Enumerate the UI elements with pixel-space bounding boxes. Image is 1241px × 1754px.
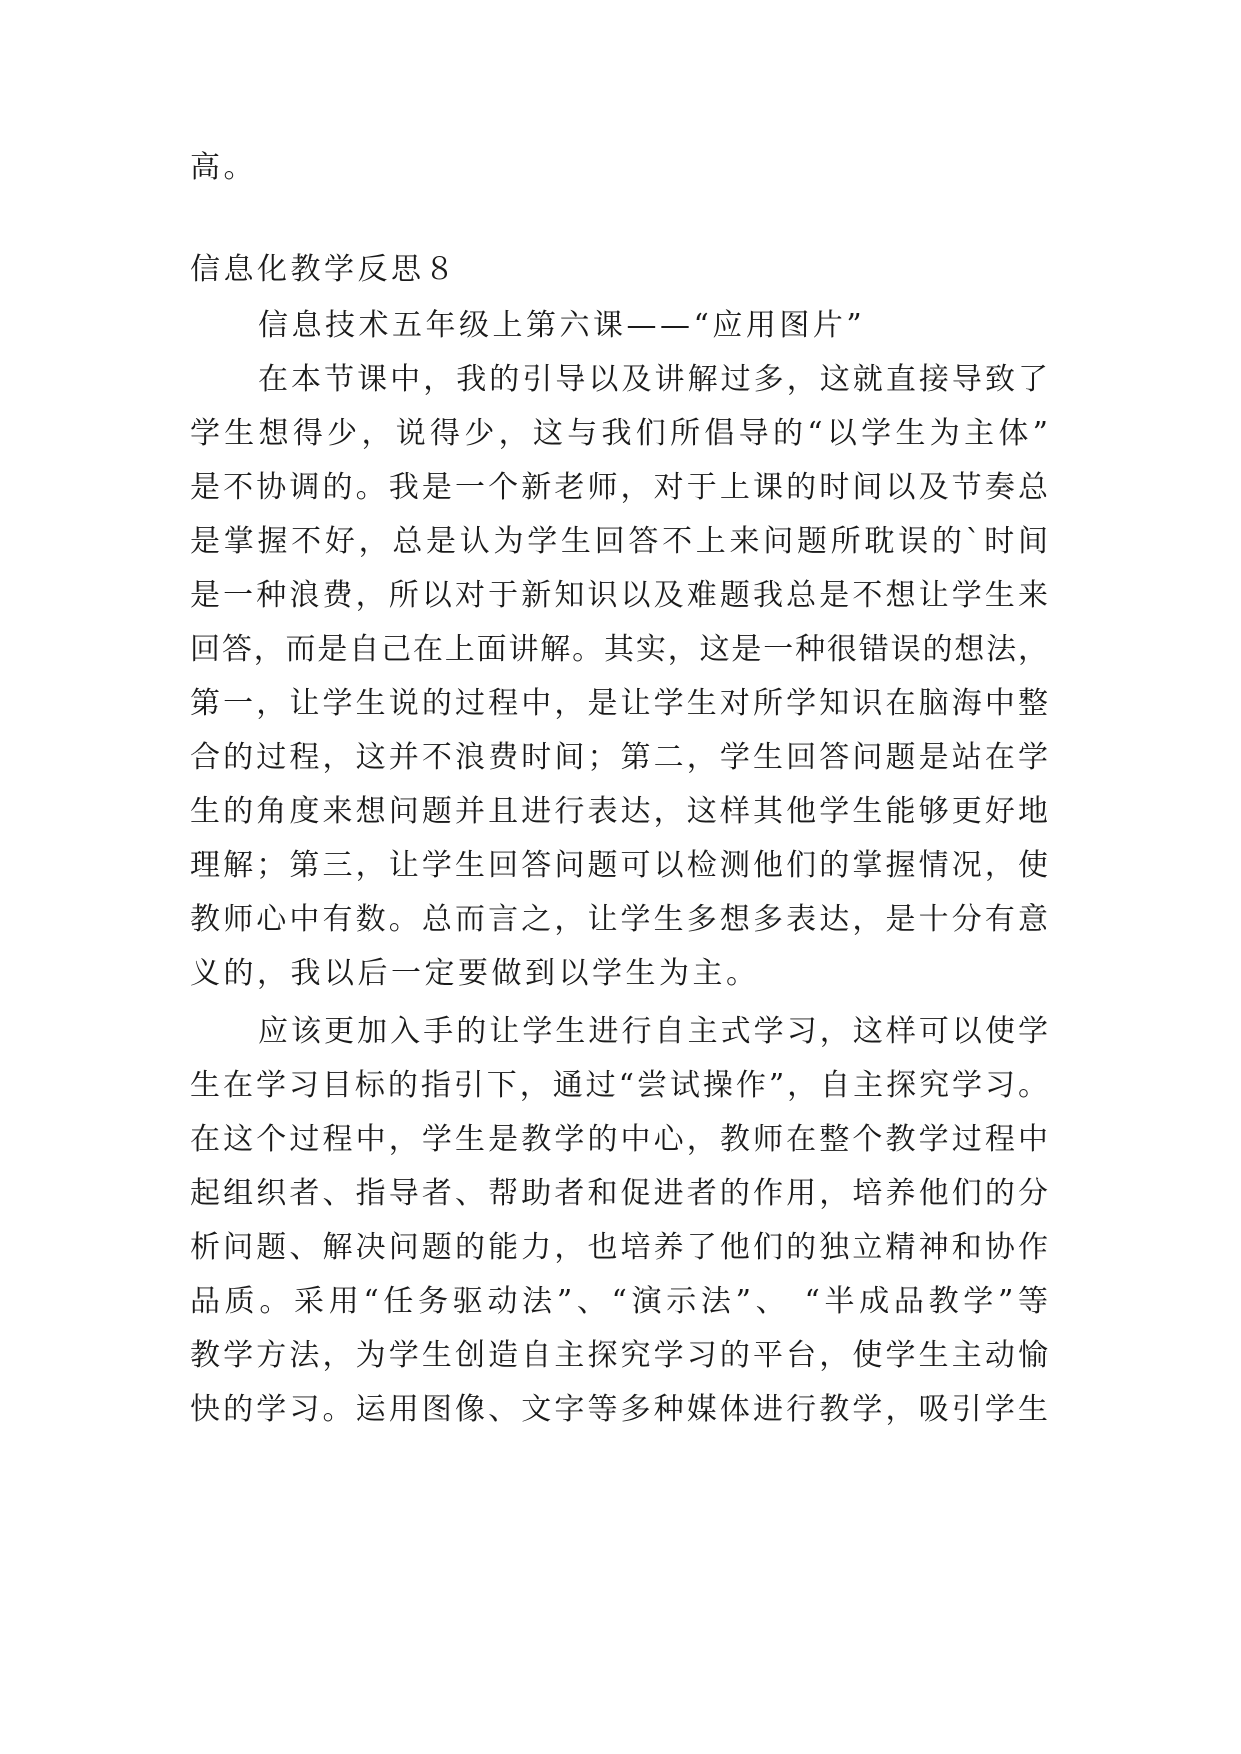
section-title: 信息化教学反思８ — [190, 252, 458, 287]
paragraph-line: 生的角度来想问题并且进行表达，这样其他学生能够更好地 — [190, 794, 1048, 829]
paragraph-line: 理解；第三，让学生回答问题可以检测他们的掌握情况，使 — [190, 848, 1048, 883]
paragraph-line: 合的过程，这并不浪费时间；第二，学生回答问题是站在学 — [190, 740, 1048, 775]
paragraph-line: 在本节课中，我的引导以及讲解过多，这就直接导致了 — [258, 362, 1048, 397]
paragraph-line: 是一种浪费，所以对于新知识以及难题我总是不想让学生来 — [190, 578, 1048, 613]
continuation-text: 高。 — [190, 150, 257, 185]
paragraph-line: 学生想得少，说得少，这与我们所倡导的“以学生为主体” — [190, 416, 1048, 451]
paragraph-line: 第一，让学生说的过程中，是让学生对所学知识在脑海中整 — [190, 686, 1048, 721]
paragraph-line: 是不协调的。我是一个新老师，对于上课的时间以及节奏总 — [190, 470, 1048, 505]
paragraph-line: 品质。采用“任务驱动法”、“演示法”、 “半成品教学”等 — [190, 1284, 1048, 1319]
paragraph-line: 生在学习目标的指引下，通过“尝试操作”，自主探究学习。 — [190, 1068, 1048, 1103]
paragraph-line: 起组织者、指导者、帮助者和促进者的作用，培养他们的分 — [190, 1176, 1048, 1211]
paragraph-line: 快的学习。运用图像、文字等多种媒体进行教学，吸引学生 — [190, 1392, 1048, 1427]
paragraph-line: 回答，而是自己在上面讲解。其实，这是一种很错误的想法， — [190, 632, 1048, 667]
paragraph-line: 教师心中有数。总而言之，让学生多想多表达，是十分有意 — [190, 902, 1048, 937]
paragraph-line: 析问题、解决问题的能力，也培养了他们的独立精神和协作 — [190, 1230, 1048, 1265]
paragraph-line: 教学方法，为学生创造自主探究学习的平台，使学生主动愉 — [190, 1338, 1048, 1373]
lesson-subtitle: 信息技术五年级上第六课——“应用图片” — [258, 308, 866, 343]
paragraph-line: 在这个过程中，学生是教学的中心，教师在整个教学过程中 — [190, 1122, 1048, 1157]
paragraph-line: 义的，我以后一定要做到以学生为主。 — [190, 956, 760, 991]
paragraph-line: 应该更加入手的让学生进行自主式学习，这样可以使学 — [258, 1014, 1048, 1049]
paragraph-line: 是掌握不好，总是认为学生回答不上来问题所耽误的`时间 — [190, 524, 1048, 559]
